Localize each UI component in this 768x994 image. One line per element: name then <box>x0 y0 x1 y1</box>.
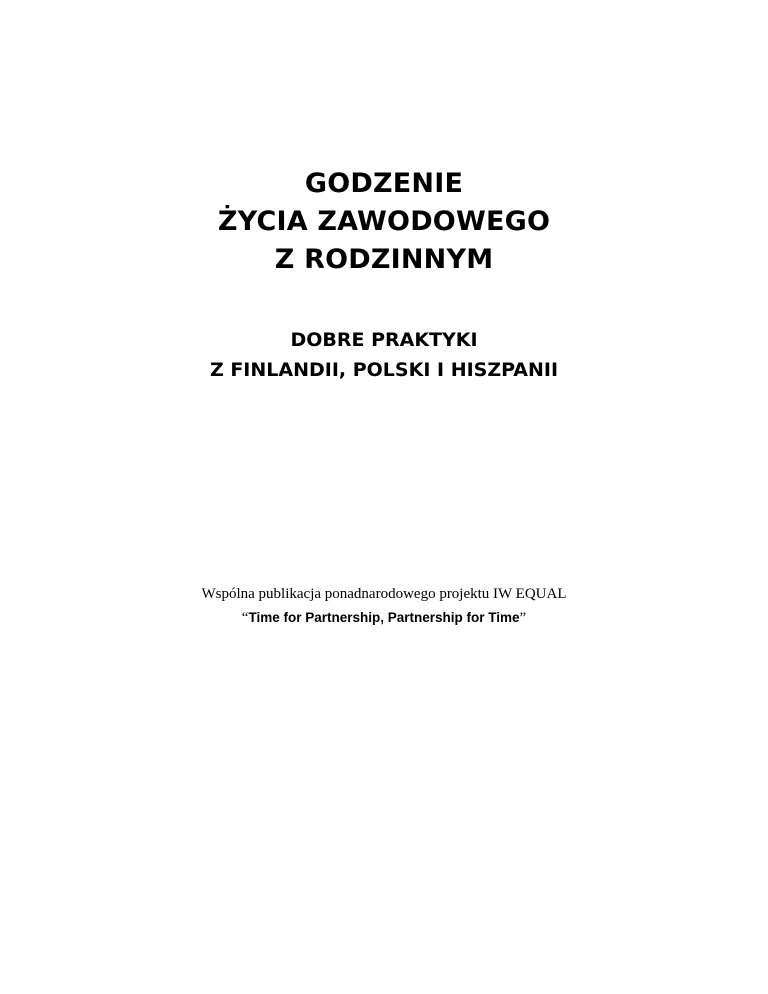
title-line-3: Z RODZINNYM <box>274 244 494 275</box>
publication-description: Wspólna publikacja ponadnarodowego projektu IW EQUAL <box>201 586 567 602</box>
project-title-line <box>0 606 768 630</box>
subtitle-line-2: Z FINLANDII, POLSKI I HISZPANII <box>209 359 559 381</box>
document-subtitle <box>0 325 768 385</box>
title-line-1: GODZENIE <box>304 168 464 199</box>
subtitle-line-1: DOBRE PRAKTYKI <box>290 329 478 351</box>
quote-open: “ <box>241 610 249 626</box>
document-title <box>0 165 768 279</box>
title-line-2: ŻYCIA ZAWODOWEGO <box>217 206 551 237</box>
quote-close: ” <box>519 610 527 626</box>
project-name: Time for Partnership, Partnership for Time <box>248 610 520 625</box>
publication-info <box>0 583 768 630</box>
